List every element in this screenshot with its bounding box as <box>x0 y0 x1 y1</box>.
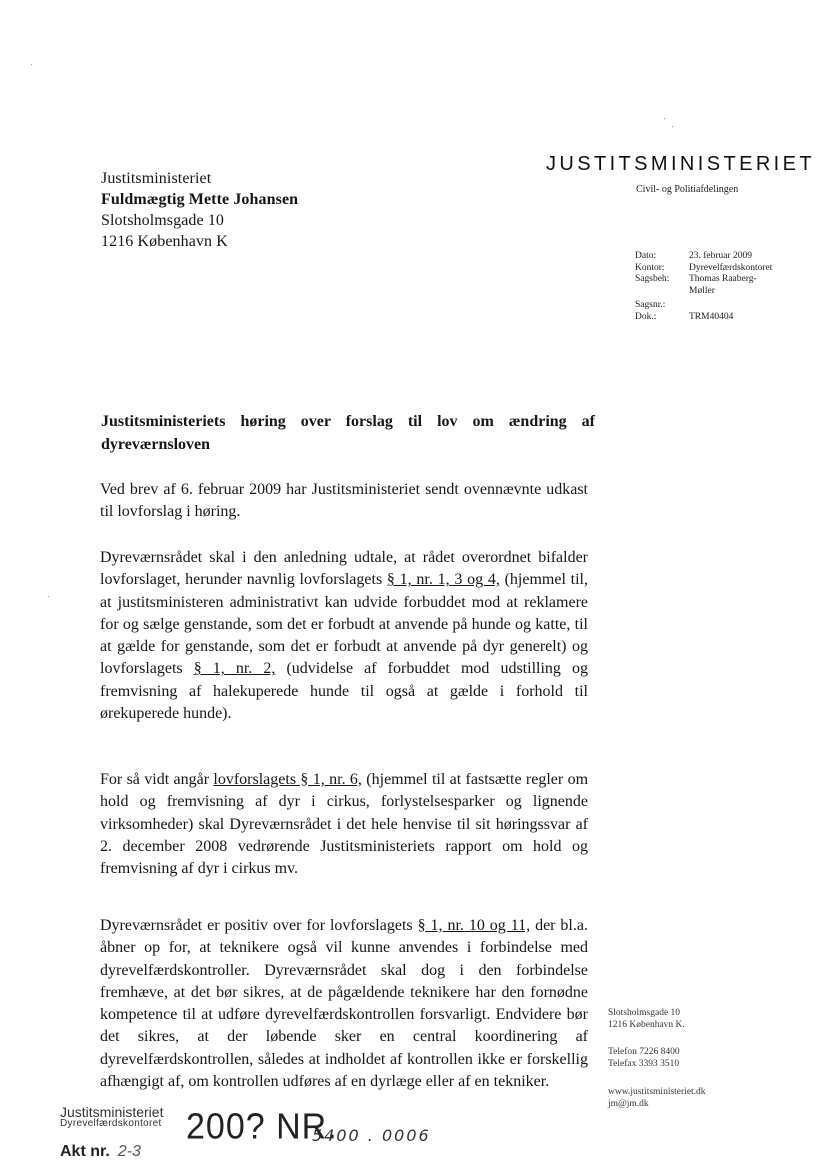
received-stamp-organisation <box>60 1106 163 1130</box>
paragraph-4-text-b: der bl.a. åbner op for, at teknikere også vil kunne anvendes i forbindelse med dyrevelfærdskontroller. Dyreværnsrådet skal dog i den forbindelse fremhæve, at det bør sikres, at de pågældende teknikere har den fornødne kompetence til at udføre dyrevelfærdskontrollen forsvarligt. Endvidere bør det sikres, at der løbende sker en central koordinering af dyrevelfærdskontrollen, således at indholdet af kontrollen ikke er forskellig afhængigt af, om kontrollen udføres af en dyrlæge eller af en tekniker. <box>100 917 588 1091</box>
paragraph-3-text-a: For så vidt angår <box>100 771 214 788</box>
case-metadata <box>635 251 801 323</box>
scan-speck <box>672 126 673 127</box>
footer-online <box>608 1087 706 1110</box>
meta-handler-row <box>635 274 801 286</box>
department-name: Civil- og Politiafdelingen <box>636 184 739 195</box>
stamp-ministry: Justitsministeriet <box>60 1104 164 1120</box>
recipient-name: Fuldmægtig Mette Johansen <box>101 191 299 208</box>
paragraph-2-reference-a: § 1, nr. 1, 3 og 4, <box>386 571 500 589</box>
paragraph-3 <box>100 769 588 880</box>
paragraph-4-text-a: Dyreværnsrådet er positiv over for lovforslagets <box>100 917 418 934</box>
meta-date-value: 23. februar 2009 <box>689 251 753 261</box>
footer-fax: Telefax 3393 3510 <box>608 1058 680 1069</box>
meta-handler-row-2 <box>635 286 801 298</box>
meta-doc-row <box>635 312 801 324</box>
footer-website: www.justitsministeriet.dk <box>608 1087 706 1097</box>
scan-speck <box>664 118 665 119</box>
meta-date-row <box>635 251 801 263</box>
recipient-city: 1216 København K <box>101 233 228 250</box>
meta-handler-value-2: Møller <box>689 285 715 296</box>
meta-date-label: Dato: <box>635 251 657 261</box>
paragraph-2-text-c: (udvidelse af forbuddet mod udstilling og fremvisning af halekuperede hunde til også at gælde i forhold til ørekuperede hunde). <box>100 660 588 723</box>
stamp-year-number: 200? NR. <box>186 1107 338 1147</box>
paragraph-2 <box>100 547 588 725</box>
meta-doc-value: TRM40404 <box>689 311 734 322</box>
paragraph-2-reference-b: § 1, nr. 2, <box>193 660 276 678</box>
scan-speck <box>48 596 49 597</box>
footer-phone: Telefon 7226 8400 <box>608 1047 680 1057</box>
stamp-akt-value: 2-3 <box>117 1143 141 1160</box>
letter-subject: Justitsministeriets høring over forslag til lov om ændring af dyreværnsloven <box>101 413 595 453</box>
footer-address <box>608 1008 685 1031</box>
meta-case-value <box>689 300 801 312</box>
ministry-logo-text: JUSTITSMINISTERIET <box>546 153 815 175</box>
meta-office-value: Dyrevelfærdskontoret <box>689 262 773 273</box>
recipient-street: Slotsholmsgade 10 <box>101 212 225 229</box>
recipient-organisation: Justitsministeriet <box>101 170 212 187</box>
meta-doc-label: Dok.: <box>635 311 657 322</box>
meta-office-row <box>635 263 801 275</box>
paragraph-1: Ved brev af 6. februar 2009 har Justitsministeriet sendt ovennævnte udkast til lovforslag i høring. <box>100 481 588 521</box>
paragraph-3-reference: lovforslagets § 1, nr. 6, <box>213 771 362 788</box>
stamp-akt-label: Akt nr. <box>60 1143 110 1160</box>
paragraph-2-text-a: Dyreværnsrådet skal i den anledning udtale, at rådet overordnet bifalder lovforslaget, herunder navnlig lovforslagets <box>100 549 588 589</box>
stamp-akt-number <box>60 1143 141 1161</box>
paragraph-4-reference: § 1, nr. 10 og 11, <box>417 917 531 934</box>
footer-contact <box>608 1047 680 1070</box>
scan-speck <box>31 64 32 65</box>
meta-handler-value: Thomas Raaberg- <box>689 274 757 284</box>
footer-street: Slotsholmsgade 10 <box>608 1008 681 1018</box>
meta-spacer <box>635 286 689 298</box>
recipient-address <box>101 168 298 252</box>
footer-city: 1216 København K. <box>608 1019 685 1030</box>
meta-handler-label: Sagsbeh: <box>635 274 670 284</box>
meta-office-label: Kontor: <box>635 262 665 273</box>
paragraph-3-text-b: (hjemmel til at fastsætte regler om hold og fremvisning af dyr i cirkus, forlystelsesparker og lignende virksomheder) skal Dyreværnsrådet i det hele henvise til sit høringssvar af 2. december 2008 vedrørende Justitsministeriets rapport om hold og fremvisning af dyr i cirkus mv. <box>100 771 589 878</box>
stamp-office: Dyrevelfærdskontoret <box>60 1118 162 1129</box>
stamp-handwritten-number: 5400 . 0006 <box>312 1126 431 1145</box>
meta-case-row <box>635 300 801 312</box>
paragraph-2-text-b: (hjemmel til, at justitsministeren administrativt kan udvide forbuddet mod at reklamere for og sælge genstande, som det er forbudt at anvende på hunde og katte, til at gælde for genstande, som det er forbudt at anvende på dyr generelt) og lovforslagets <box>100 571 589 678</box>
paragraph-4 <box>100 915 588 1093</box>
meta-case-label: Sagsnr.: <box>635 300 666 310</box>
footer-email: jm@jm.dk <box>608 1098 649 1109</box>
